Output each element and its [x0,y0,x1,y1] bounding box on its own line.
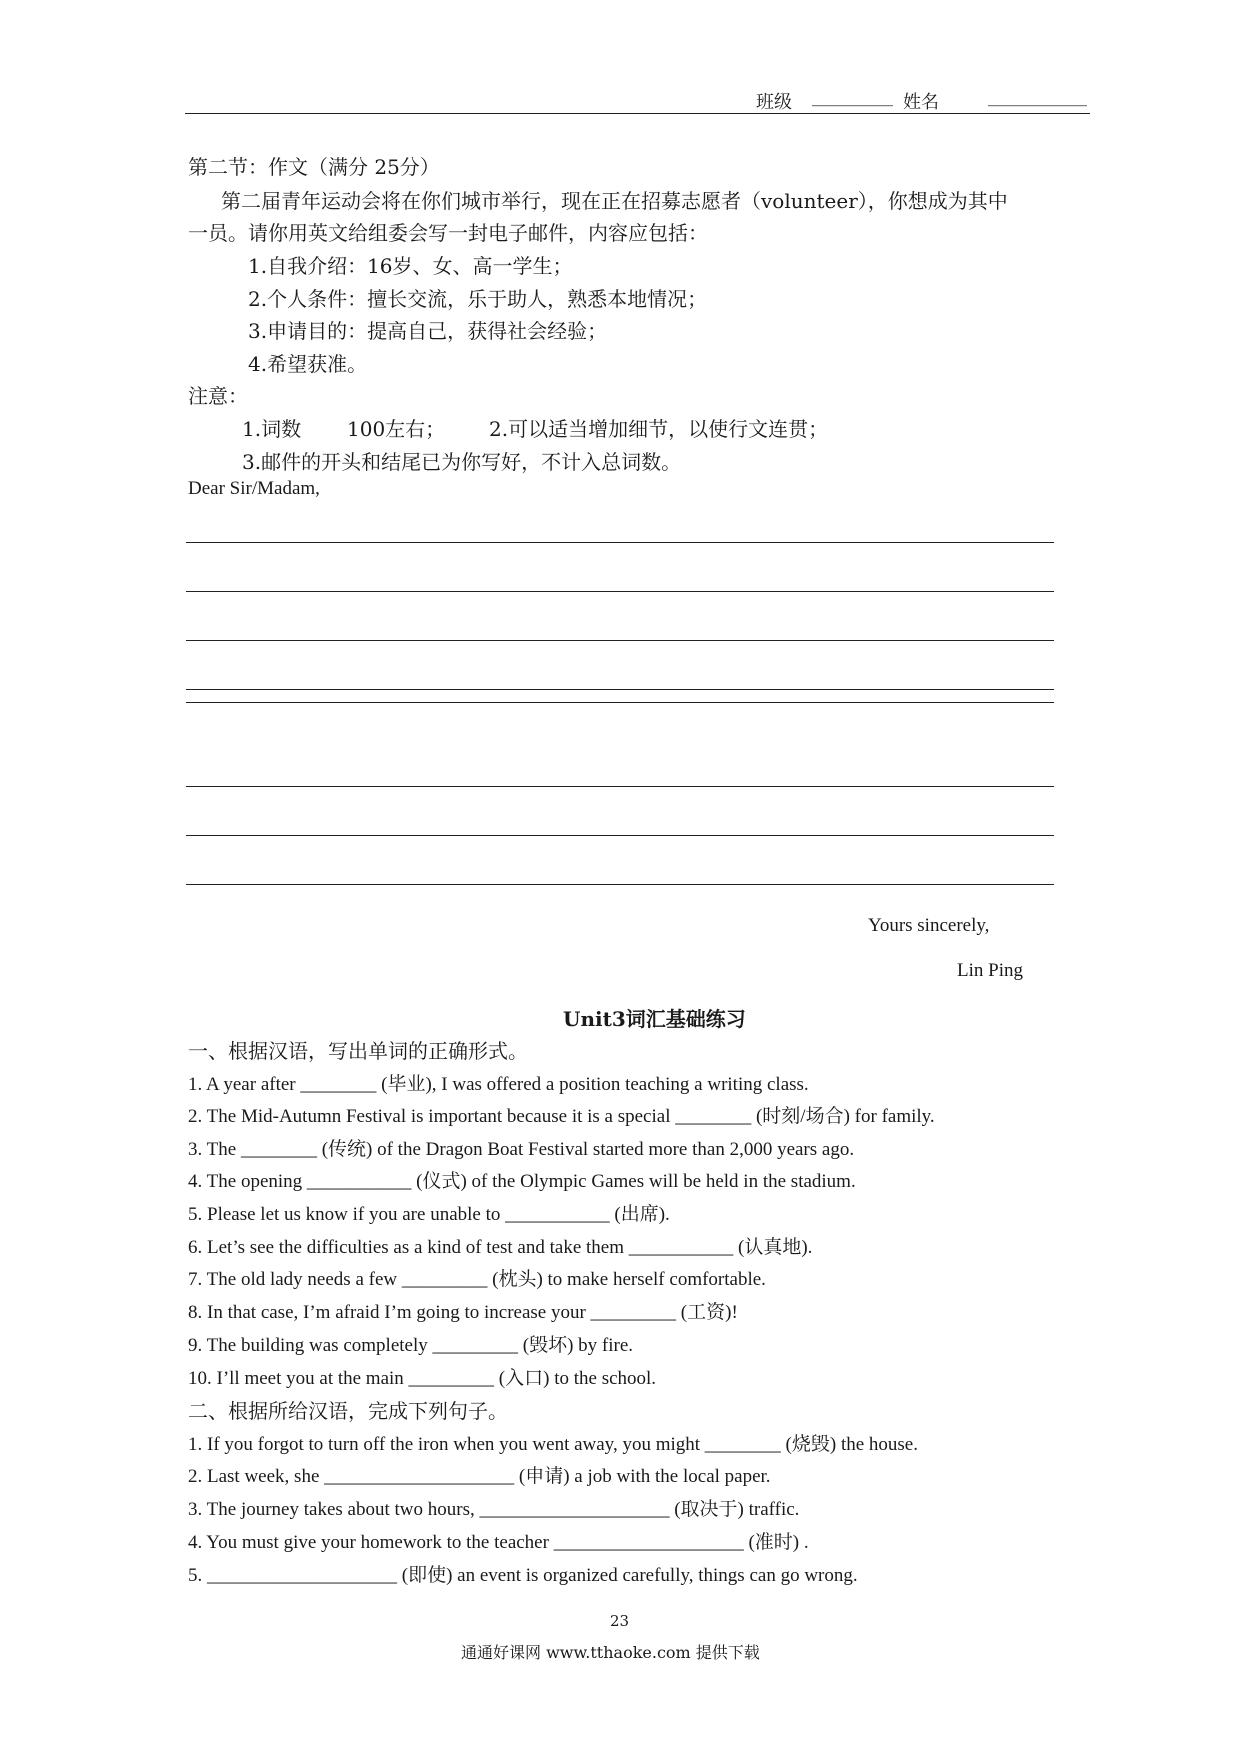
name-blank: ___________ [988,86,1087,107]
note-word-count-label: 1.词数 [242,417,302,441]
content-point: 2.个人条件：擅长交流，乐于助人，熟悉本地情况； [248,287,708,311]
note-word-count-value: 100左右； [347,417,446,441]
name-label: 姓名 [903,92,939,113]
part2-item[interactable]: 5. ____________________ (即使) an event is organized carefully, things can go wrong. [188,1565,858,1586]
part1-item[interactable]: 3. The ________ (传统) of the Dragon Boat Festival started more than 2,000 years ago. [188,1139,855,1160]
signature: Lin Ping [957,960,1023,981]
footer-source: 通通好课网 www.tthaoke.com 提供下载 [461,1643,760,1662]
note-opening-closing: 3.邮件的开头和结尾已为你写好，不计入总词数。 [242,450,682,474]
part1-item[interactable]: 2. The Mid-Autumn Festival is important because it is a special ________ (时刻/场合) for family. [188,1106,935,1127]
part1-item[interactable]: 9. The building was completely _________ (毁坏) by fire. [188,1335,634,1356]
part1-heading: 一、根据汉语，写出单词的正确形式。 [188,1039,528,1063]
notes-label: 注意： [188,384,248,408]
content-point: 4.希望获准。 [248,352,368,376]
part1-item[interactable]: 7. The old lady needs a few _________ (枕头) to make herself comfortable. [188,1269,766,1290]
class-label: 班级 [756,92,792,113]
part2-item[interactable]: 3. The journey takes about two hours, ____________________ (取决于) traffic. [188,1499,800,1520]
answer-line[interactable] [186,786,1054,787]
salutation: Dear Sir/Madam, [188,478,320,499]
part1-item[interactable]: 5. Please let us know if you are unable to ___________ (出席). [188,1204,670,1225]
header-rule [185,113,1090,114]
answer-line[interactable] [186,591,1054,592]
answer-line[interactable] [186,542,1054,543]
answer-line[interactable] [186,884,1054,885]
part1-item[interactable]: 4. The opening ___________ (仪式) of the Olympic Games will be held in the stadium. [188,1171,856,1192]
answer-line[interactable] [186,702,1054,703]
part1-item[interactable]: 10. I’ll meet you at the main _________ (入口) to the school. [188,1368,657,1389]
content-point: 3.申请目的：提高自己，获得社会经验； [248,319,608,343]
closing: Yours sincerely, [868,915,990,936]
part2-item[interactable]: 1. If you forgot to turn off the iron when you went away, you might ________ (烧毁) the house. [188,1434,918,1455]
note-details: 2.可以适当增加细节，以使行文连贯； [489,417,829,441]
part1-item[interactable]: 1. A year after ________ (毕业), I was offered a position teaching a writing class. [188,1074,809,1095]
section-title: 第二节：作文（满分 25分） [188,155,440,179]
answer-line[interactable] [186,835,1054,836]
prompt-line-1: 第二届青年运动会将在你们城市举行，现在正在招募志愿者（volunteer），你想成为其中 [221,189,1008,213]
part1-item[interactable]: 8. In that case, I’m afraid I’m going to increase your _________ (工资)! [188,1302,738,1323]
part2-heading: 二、根据所给汉语，完成下列句子。 [188,1399,508,1423]
answer-line[interactable] [186,689,1054,690]
vocab-title: Unit3词汇基础练习 [563,1007,746,1031]
page-number: 23 [610,1612,630,1630]
part1-item[interactable]: 6. Let’s see the difficulties as a kind of test and take them ___________ (认真地). [188,1237,813,1258]
answer-line[interactable] [186,640,1054,641]
part2-item[interactable]: 2. Last week, she ____________________ (申请) a job with the local paper. [188,1466,771,1487]
part2-item[interactable]: 4. You must give your homework to the teacher ____________________ (准时) . [188,1532,809,1553]
class-blank: _________ [812,86,893,107]
content-point: 1.自我介绍：16岁、女、高一学生； [248,254,573,278]
prompt-line-2: 一员。请你用英文给组委会写一封电子邮件，内容应包括： [188,221,708,245]
